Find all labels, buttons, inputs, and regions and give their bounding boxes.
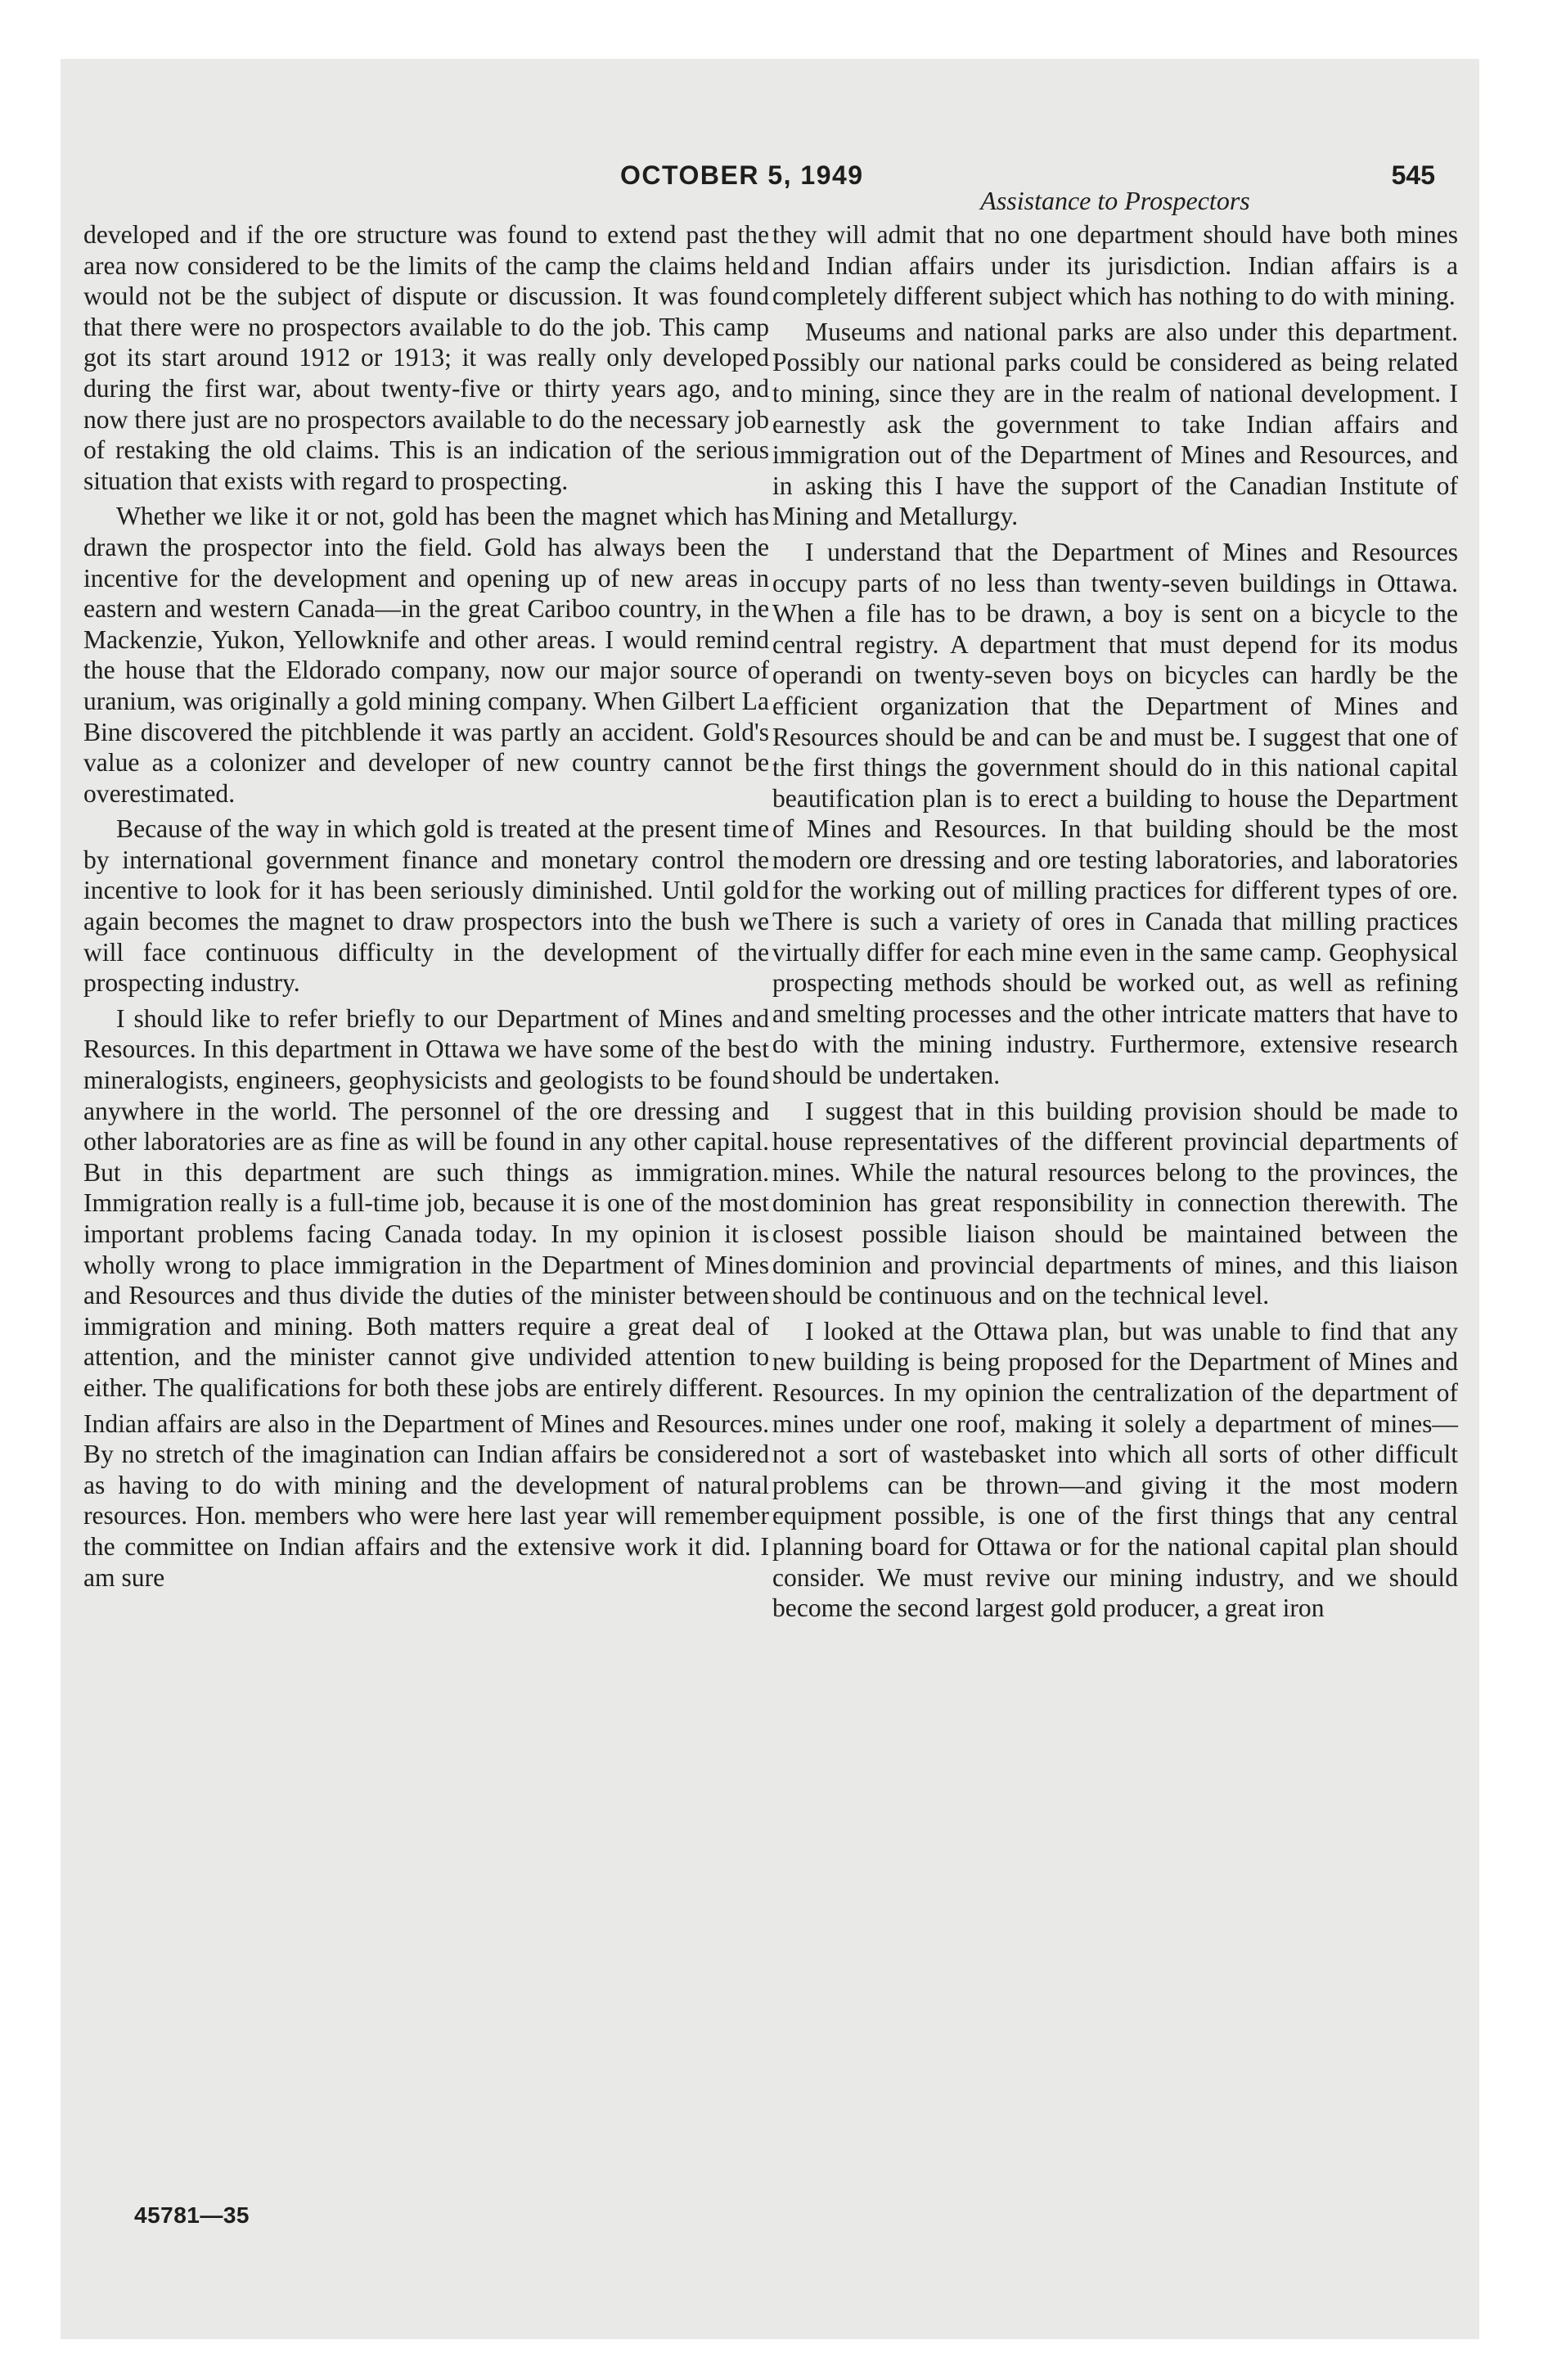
paragraph: developed and if the ore structure was found to extend past the area now considered to be the limits of the camp the claims held would not be the subject of dispute or discussion. It was found that there were no prospectors available to do the job. This camp got its start around 1912 or 1913; it was really only developed during the first war, about twenty-five or thirty years ago, and now there just are no prospectors available to do the necessary job of restaking the old claims. This is an indication of the serious situation that exists with regard to prospecting. (83, 220, 769, 495)
paragraph: they will admit that no one department should have both mines and Indian affairs under its jurisdiction. Indian affairs is a completely different subject which has nothing to do with mining. (772, 220, 1458, 311)
paragraph: I suggest that in this building provision should be made to house representatives of the different provincial departments of mines. While the natural resources belong to the provinces, the dominion has great responsibility in connection therewith. The closest possible liaison should be maintained between the dominion and provincial departments of mines, and this liaison should be continuous and on the technical level. (772, 1096, 1458, 1310)
paragraph: I looked at the Ottawa plan, but was unable to find that any new building is being proposed for the Department of Mines and Resources. In my opinion the centralization of the department of mines under one roof, making it solely a department of mines—not a sort of wastebasket into which all sorts of other difficult problems can be thrown—and giving it the most modern equipment possible, is one of the first things that any central planning board for Ottawa or for the national capital plan should consider. We must revive our mining industry, and we should become the second largest gold producer, a great iron (772, 1316, 1458, 1623)
paragraph: I should like to refer briefly to our Department of Mines and Resources. In this department in Ottawa we have some of the best mineralogists, engineers, geophysicists and geologists to be found anywhere in the world. The personnel of the ore dressing and other laboratories are as fine as will be found in any other capital. But in this department are such things as immigration. Immigration really is a full-time job, because it is one of the most important problems facing Canada today. In my opinion it is wholly wrong to place immigration in the Department of Mines and Resources and thus divide the duties of the minister between immigration and mining. Both matters require a great deal of attention, and the minister cannot give undivided attention to either. The qualifications for both these jobs are entirely different. (83, 1003, 769, 1402)
paragraph: Indian affairs are also in the Department of Mines and Resources. By no stretch of the imagination can Indian affairs be considered as having to do with mining and the development of natural resources. Hon. members who were here last year will remember the committee on Indian affairs and the extensive work it did. I am sure (83, 1409, 769, 1592)
scanned-page (61, 59, 1479, 2339)
section-subhead: Assistance to Prospectors (980, 186, 1250, 215)
paragraph: Whether we like it or not, gold has been the magnet which has drawn the prospector into the field. Gold has always been the incentive for the development and opening up of new areas in eastern and western Canada—in the great Cariboo country, in the Mackenzie, Yukon, Yellowknife and other areas. I would remind the house that the Eldorado company, now our major source of uranium, was originally a gold mining company. When Gilbert La Bine discovered the pitchblende it was partly an accident. Gold's value as a colonizer and developer of new country cannot be overestimated. (83, 502, 769, 808)
right-column (772, 219, 1458, 1629)
printer-code: 45781—35 (134, 2202, 250, 2228)
left-column (83, 219, 769, 1598)
paragraph: Because of the way in which gold is treated at the present time by international government finance and monetary control the incentive to look for it has been seriously diminished. Until gold again becomes the magnet to draw prospectors into the bush we will face continuous difficulty in the development of the prospecting industry. (83, 814, 769, 998)
page-number: 545 (1391, 160, 1435, 190)
header-date: OCTOBER 5, 1949 (620, 160, 864, 190)
paragraph: I understand that the Department of Mines and Resources occupy parts of no less than twenty-seven buildings in Ottawa. When a file has to be drawn, a boy is sent on a bicycle to the central registry. A department that must depend for its modus operandi on twenty-seven boys on bicycles can hardly be the efficient organization that the Department of Mines and Resources should be and can be and must be. I suggest that one of the first things the government should do in this national capital beautification plan is to erect a building to house the Department of Mines and Resources. In that building should be the most modern ore dressing and ore testing laboratories, and laboratories for the working out of milling practices for different types of ore. There is such a variety of ores in Canada that milling practices virtually differ for each mine even in the same camp. Geophysical prospecting methods should be worked out, as well as refining and smelting processes and the other intricate matters that have to do with the mining industry. Furthermore, extensive research should be undertaken. (772, 537, 1458, 1090)
paragraph: Museums and national parks are also under this department. Possibly our national parks could be considered as being related to mining, since they are in the realm of national development. I earnestly ask the government to take Indian affairs and immigration out of the Department of Mines and Resources, and in asking this I have the support of the Canadian Institute of Mining and Metallurgy. (772, 317, 1458, 531)
